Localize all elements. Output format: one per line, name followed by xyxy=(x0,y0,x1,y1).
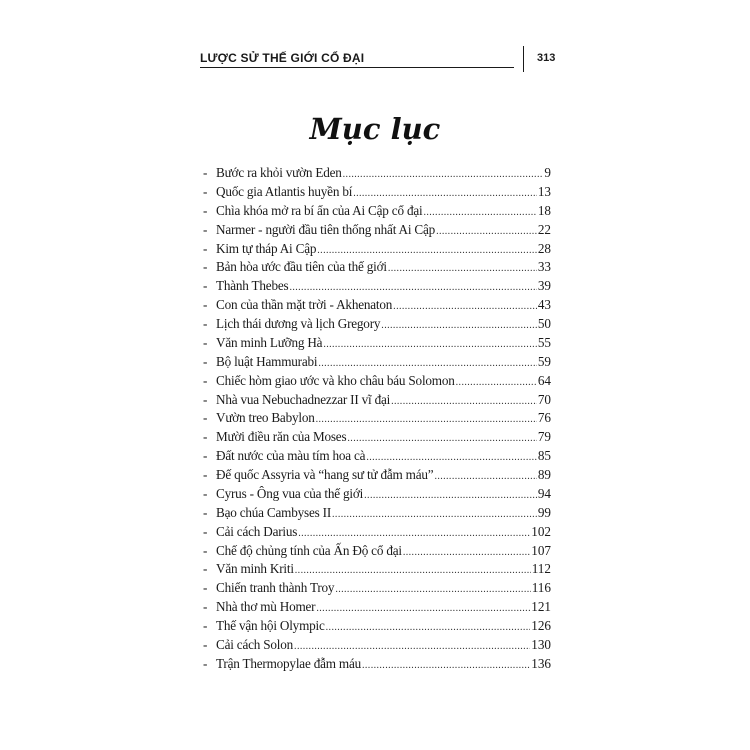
toc-entry-leader-dots xyxy=(403,544,530,563)
toc-entry xyxy=(203,579,551,598)
toc-entry-label: Quốc gia Atlantis huyền bí xyxy=(216,183,353,199)
toc-entry-label: Chế độ chủng tính của Ấn Độ cổ đại xyxy=(216,542,402,558)
header-rule xyxy=(200,67,514,68)
toc-entry-page-number: 112 xyxy=(531,561,551,577)
toc-entry xyxy=(203,655,551,674)
toc-entry-bullet: - xyxy=(203,580,208,596)
toc-entry-label: Narmer - người đầu tiên thống nhất Ai Cập xyxy=(216,221,436,237)
toc-entry-bullet: - xyxy=(203,165,208,180)
toc-entry-leader-dots xyxy=(423,204,536,223)
running-header-title: LƯỢC SỬ THẾ GIỚI CỔ ĐẠI xyxy=(200,51,365,65)
toc-title: Mục lục xyxy=(309,112,441,146)
toc-entry-leader-dots xyxy=(434,468,536,487)
toc-entry-page-number: 39 xyxy=(537,278,551,294)
toc-entry-label: Con của thần mặt trời - Akhenaton xyxy=(216,297,393,313)
toc-entry-page-number: 18 xyxy=(537,202,551,218)
toc-entry-label: Văn minh Kriti xyxy=(216,561,294,577)
toc-entry-bullet: - xyxy=(203,467,208,482)
toc-entry-label: Thế vận hội Olympic xyxy=(216,618,325,633)
toc-entry-label: Lịch thái dương và lịch Gregory xyxy=(216,316,381,331)
toc-entry xyxy=(203,485,551,504)
toc-entry-bullet: - xyxy=(203,448,208,464)
toc-entry-bullet: - xyxy=(203,391,208,407)
toc-entry-page-number: 9 xyxy=(544,165,551,180)
toc-entry-page-number: 130 xyxy=(531,636,551,652)
toc-entry-page-number: 76 xyxy=(537,410,551,426)
toc-entry xyxy=(203,183,551,202)
page-number: 313 xyxy=(537,52,556,64)
toc-entry-bullet: - xyxy=(203,542,208,558)
toc-entry-leader-dots xyxy=(332,506,537,525)
toc-entry-bullet: - xyxy=(203,561,208,577)
toc-entry xyxy=(203,617,551,636)
toc-entry-page-number: 102 xyxy=(531,523,551,539)
toc-list xyxy=(203,164,551,674)
toc-entry-leader-dots xyxy=(391,393,537,412)
toc-entry-label: Bản hòa ước đầu tiên của thế giới xyxy=(216,259,387,275)
toc-entry-bullet: - xyxy=(203,410,208,426)
toc-entry-page-number: 136 xyxy=(531,655,551,671)
toc-entry-label: Nhà vua Nebuchadnezzar II vĩ đại xyxy=(216,391,391,407)
toc-entry-leader-dots xyxy=(381,317,537,336)
toc-entry xyxy=(203,428,551,447)
toc-entry-page-number: 89 xyxy=(537,467,551,482)
toc-entry-bullet: - xyxy=(203,334,208,350)
toc-entry-page-number: 70 xyxy=(537,391,551,407)
toc-entry-leader-dots xyxy=(393,298,537,317)
toc-entry-page-number: 59 xyxy=(537,353,551,369)
toc-entry-bullet: - xyxy=(203,523,208,539)
toc-entry xyxy=(203,353,551,372)
toc-entry-page-number: 28 xyxy=(537,240,551,256)
toc-entry-leader-dots xyxy=(323,336,537,355)
toc-entry-leader-dots xyxy=(436,223,537,242)
toc-entry-bullet: - xyxy=(203,636,208,652)
toc-entry xyxy=(203,504,551,523)
toc-entry-bullet: - xyxy=(203,618,208,633)
toc-entry-label: Bước ra khỏi vườn Eden xyxy=(216,165,342,180)
toc-entry-page-number: 64 xyxy=(537,372,551,388)
toc-entry-page-number: 55 xyxy=(537,334,551,350)
toc-entry xyxy=(203,202,551,221)
toc-entry-bullet: - xyxy=(203,278,208,294)
toc-entry-label: Kim tự tháp Ai Cập xyxy=(216,240,317,256)
toc-entry xyxy=(203,466,551,485)
toc-entry-page-number: 33 xyxy=(537,259,551,275)
toc-entry-bullet: - xyxy=(203,183,208,199)
toc-entry xyxy=(203,277,551,296)
toc-entry-page-number: 85 xyxy=(537,448,551,464)
toc-entry-page-number: 13 xyxy=(537,183,551,199)
toc-entry-bullet: - xyxy=(203,485,208,501)
toc-entry-page-number: 50 xyxy=(537,316,551,331)
toc-entry-label: Cải cách Darius xyxy=(216,523,298,539)
toc-entry-page-number: 121 xyxy=(531,599,551,615)
toc-entry-leader-dots xyxy=(343,166,544,185)
toc-entry-bullet: - xyxy=(203,316,208,331)
toc-entry-leader-dots xyxy=(364,487,537,506)
toc-entry-label: Đất nước của màu tím hoa cà xyxy=(216,448,366,464)
toc-entry-label: Vườn treo Babylon xyxy=(216,410,315,426)
toc-entry-bullet: - xyxy=(203,202,208,218)
toc-entry-label: Mười điều răn của Moses xyxy=(216,429,347,445)
toc-entry-label: Cyrus - Ông vua của thế giới xyxy=(216,485,364,501)
toc-entry-page-number: 94 xyxy=(537,485,551,501)
toc-entry-label: Đế quốc Assyria và “hang sư tử đẫm máu” xyxy=(216,467,434,482)
toc-entry-label: Bộ luật Hammurabi xyxy=(216,353,318,369)
toc-entry xyxy=(203,391,551,410)
toc-entry-label: Văn minh Lưỡng Hà xyxy=(216,334,323,350)
toc-entry-bullet: - xyxy=(203,297,208,313)
toc-entry xyxy=(203,447,551,466)
toc-entry-leader-dots xyxy=(335,581,530,600)
toc-entry-label: Trận Thermopylae đẫm máu xyxy=(216,655,361,671)
toc-entry xyxy=(203,334,551,353)
toc-entry xyxy=(203,240,551,259)
toc-entry-page-number: 99 xyxy=(537,504,551,520)
toc-entry-leader-dots xyxy=(316,411,537,430)
header-divider xyxy=(523,46,524,72)
toc-entry-bullet: - xyxy=(203,221,208,237)
toc-entry-label: Bạo chúa Cambyses II xyxy=(216,504,332,520)
toc-entry-leader-dots xyxy=(362,657,530,676)
toc-entry-bullet: - xyxy=(203,353,208,369)
toc-entry xyxy=(203,164,551,183)
toc-entry-leader-dots xyxy=(347,430,536,449)
toc-entry-leader-dots xyxy=(388,260,537,279)
toc-entry-bullet: - xyxy=(203,599,208,615)
toc-entry-leader-dots xyxy=(456,374,537,393)
toc-entry-label: Chìa khóa mở ra bí ẩn của Ai Cập cổ đại xyxy=(216,202,423,218)
toc-entry xyxy=(203,598,551,617)
toc-entry-bullet: - xyxy=(203,372,208,388)
toc-entry-page-number: 126 xyxy=(531,618,551,633)
toc-entry-label: Cải cách Solon xyxy=(216,636,294,652)
toc-entry xyxy=(203,636,551,655)
toc-entry xyxy=(203,523,551,542)
toc-entry-bullet: - xyxy=(203,655,208,671)
toc-entry-bullet: - xyxy=(203,504,208,520)
toc-entry xyxy=(203,258,551,277)
toc-entry xyxy=(203,560,551,579)
toc-entry-page-number: 79 xyxy=(537,429,551,445)
toc-entry-label: Nhà thơ mù Homer xyxy=(216,599,316,615)
toc-entry xyxy=(203,542,551,561)
toc-entry-page-number: 43 xyxy=(537,297,551,313)
toc-entry-bullet: - xyxy=(203,240,208,256)
toc-entry xyxy=(203,409,551,428)
toc-entry xyxy=(203,315,551,334)
toc-entry-label: Thành Thebes xyxy=(216,278,289,294)
toc-entry-page-number: 22 xyxy=(537,221,551,237)
toc-entry-bullet: - xyxy=(203,429,208,445)
toc-entry-page-number: 107 xyxy=(531,542,551,558)
toc-entry-page-number: 116 xyxy=(531,580,551,596)
toc-entry xyxy=(203,296,551,315)
toc-entry-leader-dots xyxy=(316,600,530,619)
toc-entry xyxy=(203,221,551,240)
toc-entry-label: Chiếc hòm giao ước và kho châu báu Solomon xyxy=(216,372,455,388)
toc-entry-bullet: - xyxy=(203,259,208,275)
toc-entry xyxy=(203,372,551,391)
toc-entry-label: Chiến tranh thành Troy xyxy=(216,580,335,596)
toc-entry-leader-dots xyxy=(326,619,531,638)
